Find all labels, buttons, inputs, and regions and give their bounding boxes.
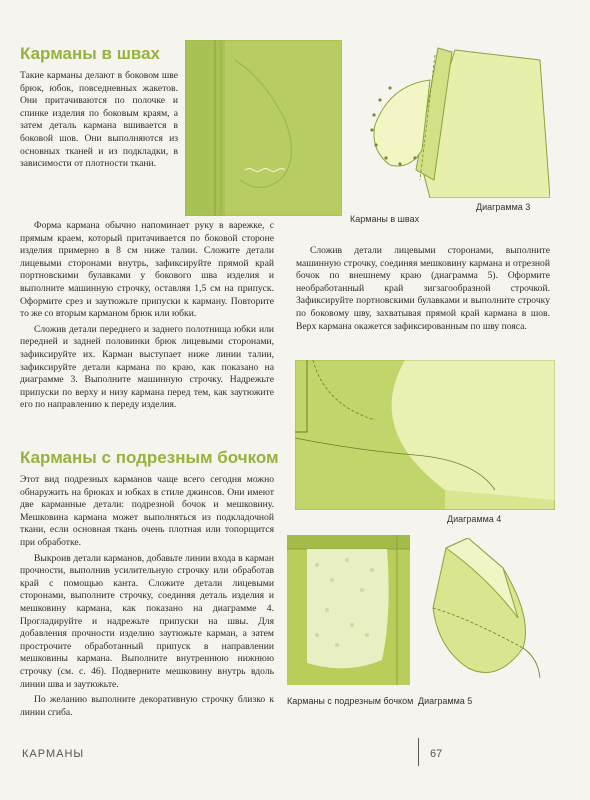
section1-text-top — [20, 70, 178, 174]
caption-photo-cut-pocket: Карманы с подрезным бочком — [287, 696, 414, 706]
section1-paragraph-3: Сложив детали переднего и заднего полотнища юбки или передней и задней половинки брюк лицевыми сторонами, зафиксируйте их. Карман выступает ниже линии талии, зафиксируйте детали кармана по краю, как показано на диаграмме 3. Выполните машинную строчку. Надрежьте припуски по верху и низу кармана перед тем, как заутюжите его по направлению к переду изделия. — [20, 323, 274, 411]
caption-diagram-5: Диаграмма 5 — [418, 696, 473, 706]
diagram-5 — [428, 538, 546, 688]
caption-photo-seam-pocket: Карманы в швах — [350, 214, 420, 224]
footer-divider — [418, 738, 419, 766]
section1-paragraph-2: Форма кармана обычно напоминает руку в варежке, с прямым краем, который притачивается по боковой стороне изделия примерно в 8 см ниже талии. Сложите детали лицевыми сторонами внутрь, зафиксируйте прямой край портновскими булавками у бокового шва изделия и выполните машинную строчку, оставляя 1,5 см на припуск. Оформите срез и заутюжьте припуски к карману. Повторите то же со вторым карманом брюк или юбки. — [20, 220, 274, 320]
section2-paragraph-3: По желанию выполните декоративную строчку близко к линии сгиба. — [20, 694, 274, 718]
section2-paragraph-2: Выкроив детали карманов, добавьте линии входа в карман прочности, выполнив усилительную строчку или обработав край с помощью канта. Сложите детали лицевыми сторонами, выполните строчку, соединяя деталь изделия и мешковину кармана, как показано на диаграмме 4. Прогладируйте и надрежьте припуски на швы. Для добавления прочности изделию заутюжьте карман, а затем прострочите обработанный припуск в направлении мешковины кармана. Выполните внутреннюю нижнюю строчку (см. с. 46). Подверните мешковину внутрь вдоль линии шва и заутюжьте. — [20, 552, 274, 690]
photo-cut-pocket — [287, 535, 410, 685]
section1-text-bottom — [20, 220, 274, 415]
right-column-text — [296, 245, 550, 336]
diagram-4 — [295, 360, 555, 510]
diagram-3 — [360, 40, 550, 198]
right-column-paragraph-1: Сложив детали лицевыми сторонами, выполните машинную строчку, соединяя мешковину кармана и отрезной бочок по внешнему краю (диаграмма 5). Оформите необработанный край зигзагообразной строчкой. Зафиксируйте портновскими булавками и выполните строчку по боковому шву, захватывая прямой край кармана в шов. Верх кармана окажется зафиксированным по шву пояса. — [296, 245, 550, 332]
footer-section-title: КАРМАНЫ — [22, 748, 85, 760]
photo-seam-pocket — [185, 40, 342, 216]
section2-text — [20, 474, 274, 722]
section-heading-cut-pockets: Карманы с подрезным бочком — [20, 448, 279, 467]
caption-diagram-3: Диаграмма 3 — [476, 202, 531, 212]
caption-diagram-4: Диаграмма 4 — [447, 514, 502, 524]
section1-paragraph-1: Такие карманы делают в боковом шве брюк, юбок, повседневных жакетов. Они притачиваются по полочке и спинке изделия по боковым краям, а затем деталь кармана вшивается в боковой шов. Они выполняются из основных тканей и из подкладки, в зависимости от плотности ткани. — [20, 70, 178, 170]
section-heading-seam-pockets: Карманы в швах — [20, 44, 160, 63]
page-number: 67 — [430, 748, 443, 760]
section2-paragraph-1: Этот вид подрезных карманов чаще всего сегодня можно обнаружить на брюках и юбках в стиле джинсов. Они имеют две карманные детали: подрезной бочок и мешковину. Мешковина кармана может выполняться из подкладочной ткани, если основная ткань очень плотная или топорщится при обработке. — [20, 474, 274, 548]
